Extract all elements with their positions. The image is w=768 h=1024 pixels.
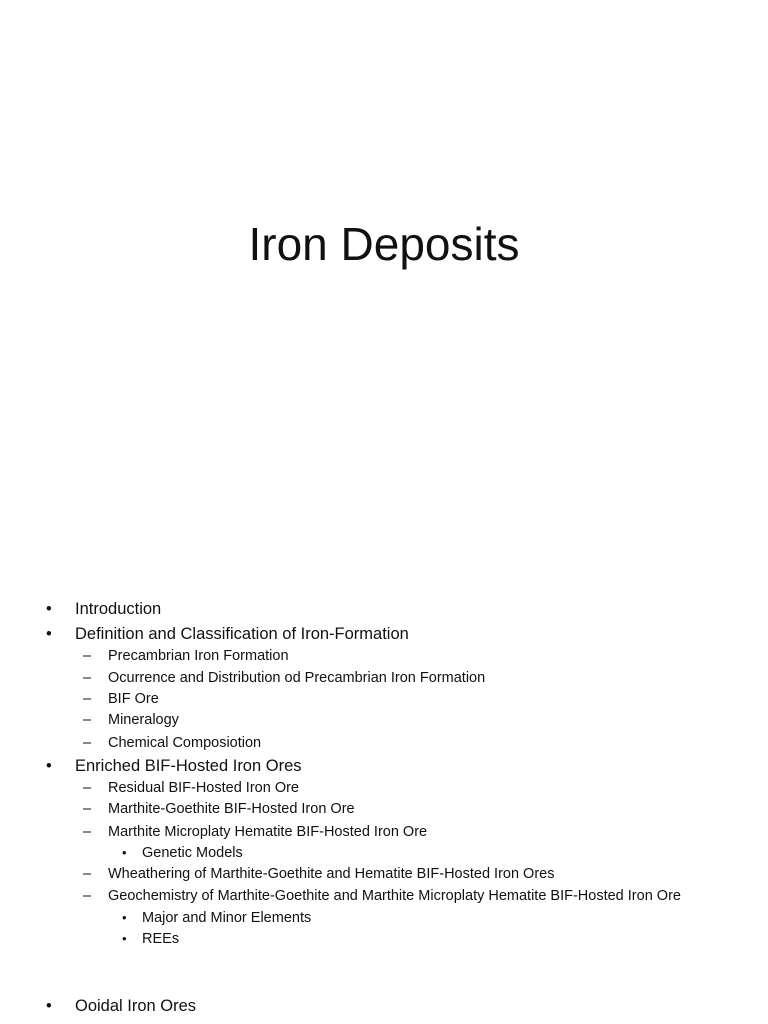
bullet-marker: • bbox=[46, 997, 52, 1015]
outline-subitem-label: Mineralogy bbox=[108, 712, 179, 728]
bullet-marker: • bbox=[46, 757, 52, 775]
outline-subitem-chemical bbox=[83, 735, 262, 751]
dash-marker: – bbox=[83, 691, 92, 707]
outline-subsubitem-label: Major and Minor Elements bbox=[142, 910, 312, 926]
outline-subitem-weathering bbox=[83, 866, 555, 882]
outline-subsubitem-rees bbox=[122, 931, 180, 947]
outline-subitem-microplaty bbox=[83, 824, 428, 840]
outline-subsubitem-label: Genetic Models bbox=[142, 845, 243, 861]
bullet-marker: • bbox=[122, 910, 127, 925]
outline-item-ooidal bbox=[46, 997, 197, 1016]
outline-subitem-precambrian bbox=[83, 648, 289, 664]
outline-item-enriched bbox=[46, 757, 302, 776]
outline-subitem-label: Chemical Composiotion bbox=[108, 735, 262, 751]
bullet-marker: • bbox=[122, 931, 127, 946]
dash-marker: – bbox=[83, 735, 92, 751]
dash-marker: – bbox=[83, 780, 92, 796]
bullet-marker: • bbox=[46, 600, 52, 618]
bullet-marker: • bbox=[122, 845, 127, 860]
outline-subsubitem-genetic-models bbox=[122, 845, 243, 861]
dash-marker: – bbox=[83, 824, 92, 840]
outline-item-introduction bbox=[46, 600, 162, 619]
outline-item-label: Ooidal Iron Ores bbox=[75, 997, 197, 1015]
dash-marker: – bbox=[83, 866, 92, 882]
outline-item-label: Definition and Classification of Iron-Formation bbox=[75, 625, 409, 643]
outline-subitem-marthite-goethite bbox=[83, 801, 355, 817]
outline-subitem-label: Geochemistry of Marthite-Goethite and Marthite Microplaty Hematite BIF-Hosted Iron Ore bbox=[108, 888, 681, 904]
outline-item-label: Introduction bbox=[75, 600, 162, 618]
page-title: Iron Deposits bbox=[248, 218, 520, 270]
outline-subitem-geochemistry bbox=[83, 888, 681, 904]
outline-subsubitem-major-minor bbox=[122, 910, 312, 926]
outline-subitem-label: Ocurrence and Distribution od Precambrian Iron Formation bbox=[108, 670, 486, 686]
outline-subitem-bif-ore bbox=[83, 691, 159, 707]
outline-subitem-label: Precambrian Iron Formation bbox=[108, 648, 289, 664]
outline-item-label: Enriched BIF-Hosted Iron Ores bbox=[75, 757, 302, 775]
outline-subitem-mineralogy bbox=[83, 712, 179, 728]
dash-marker: – bbox=[83, 712, 92, 728]
dash-marker: – bbox=[83, 648, 92, 664]
outline-subitem-label: Residual BIF-Hosted Iron Ore bbox=[108, 780, 299, 796]
dash-marker: – bbox=[83, 888, 92, 904]
bullet-marker: • bbox=[46, 625, 52, 643]
outline-subitem-label: Marthite Microplaty Hematite BIF-Hosted Iron Ore bbox=[108, 824, 428, 840]
outline-subitem-occurrence bbox=[83, 670, 486, 686]
outline-subsubitem-label: REEs bbox=[142, 931, 180, 947]
outline-subitem-residual bbox=[83, 780, 299, 796]
dash-marker: – bbox=[83, 801, 92, 817]
outline-item-definition bbox=[46, 625, 409, 644]
dash-marker: – bbox=[83, 670, 92, 686]
outline-subitem-label: Wheathering of Marthite-Goethite and Hematite BIF-Hosted Iron Ores bbox=[108, 866, 555, 882]
outline-subitem-label: BIF Ore bbox=[108, 691, 159, 707]
outline-subitem-label: Marthite-Goethite BIF-Hosted Iron Ore bbox=[108, 801, 355, 817]
